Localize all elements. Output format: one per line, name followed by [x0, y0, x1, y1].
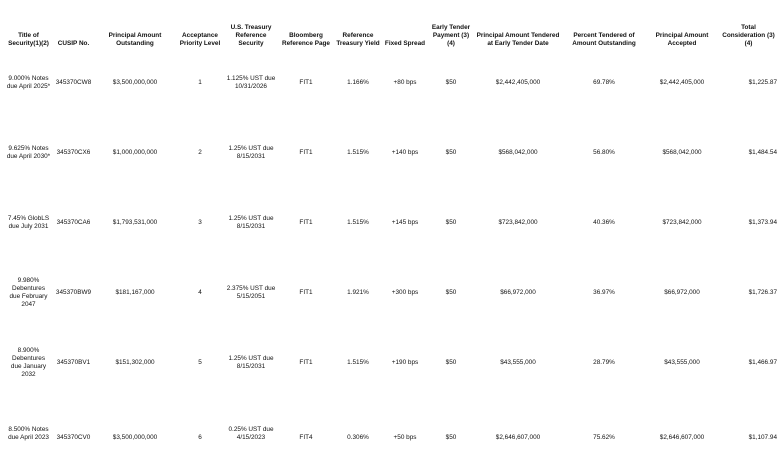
cell-total-consideration: $1,466.97 [748, 358, 777, 366]
cell-title: 8.500% Notes due April 2023 [8, 425, 49, 441]
cell-principal-tendered: $2,646,607,000 [495, 433, 541, 441]
cell-title: 9.980% Debentures due February 2047 [9, 276, 48, 309]
cell-percent-tendered: 56.80% [593, 148, 615, 156]
cell-treasury-reference: 1.25% UST due 8/15/2031 [228, 354, 274, 370]
cell-principal-accepted: $43,555,000 [664, 358, 700, 366]
header-acceptance-priority: Acceptance Priority Level [179, 32, 221, 47]
cell-early-tender-payment: $50 [445, 148, 457, 156]
cell-total-consideration: $1,484.54 [748, 148, 777, 156]
cell-reference-yield: 1.515% [347, 218, 369, 226]
cell-principal-outstanding: $181,167,000 [115, 288, 155, 296]
cell-total-consideration: $1,373.94 [748, 218, 777, 226]
header-fixed-spread: Fixed Spread [384, 40, 426, 47]
cell-early-tender-payment: $50 [445, 218, 457, 226]
table-row [4, 188, 779, 258]
cell-percent-tendered: 28.79% [593, 358, 615, 366]
cell-principal-tendered: $2,442,405,000 [495, 78, 541, 86]
cell-treasury-reference: 1.25% UST due 8/15/2031 [228, 144, 274, 160]
cell-reference-yield: 1.921% [347, 288, 369, 296]
cell-treasury-reference: 2.375% UST due 5/15/2051 [226, 284, 276, 300]
header-total-consideration: Total Consideration (3)(4) [722, 24, 775, 47]
cell-principal-accepted: $2,442,405,000 [659, 78, 705, 86]
cell-cusip: 345370CV0 [56, 433, 91, 441]
header-cusip: CUSIP No. [57, 40, 90, 47]
header-treasury-reference: U.S. Treasury Reference Security [230, 24, 272, 47]
cell-percent-tendered: 69.78% [593, 78, 615, 86]
table-row [4, 258, 779, 328]
cell-early-tender-payment: $50 [445, 433, 457, 441]
header-principal-outstanding: Principal Amount Outstanding [108, 32, 162, 47]
table-row [4, 398, 779, 442]
cell-principal-accepted: $2,646,607,000 [659, 433, 705, 441]
cell-principal-tendered: $723,842,000 [498, 218, 538, 226]
cell-reference-yield: 0.306% [347, 433, 369, 441]
cell-total-consideration: $1,107.94 [748, 433, 777, 441]
cell-fixed-spread: +300 bps [391, 288, 419, 296]
header-reference-yield: Reference Treasury Yield [336, 32, 380, 47]
cell-total-consideration: $1,726.37 [748, 288, 777, 296]
cell-priority: 4 [198, 288, 202, 296]
cell-reference-yield: 1.515% [347, 358, 369, 366]
cell-cusip: 345370CA6 [56, 218, 91, 226]
cell-cusip: 345370CW8 [55, 78, 92, 86]
cell-early-tender-payment: $50 [445, 358, 457, 366]
cell-principal-accepted: $66,972,000 [664, 288, 700, 296]
cell-principal-accepted: $568,042,000 [662, 148, 702, 156]
header-row [4, 8, 779, 48]
header-title-of-security: Title of Security(1)(2) [8, 32, 49, 47]
cell-total-consideration: $1,225.87 [748, 78, 777, 86]
cell-bloomberg-page: FIT4 [299, 433, 313, 441]
cell-principal-accepted: $723,842,000 [662, 218, 702, 226]
cell-title: 9.000% Notes due April 2025* [6, 74, 51, 90]
cell-percent-tendered: 36.97% [593, 288, 615, 296]
cell-fixed-spread: +140 bps [391, 148, 419, 156]
cell-principal-tendered: $43,555,000 [500, 358, 536, 366]
header-bloomberg-page: Bloomberg Reference Page [282, 32, 330, 47]
header-principal-tendered: Principal Amount Tendered at Early Tender Date [476, 32, 560, 47]
cell-cusip: 345370BV1 [56, 358, 91, 366]
cell-priority: 2 [198, 148, 202, 156]
cell-bloomberg-page: FIT1 [299, 218, 313, 226]
cell-principal-outstanding: $3,500,000,000 [112, 433, 158, 441]
cell-principal-outstanding: $1,793,531,000 [112, 218, 158, 226]
cell-percent-tendered: 40.36% [593, 218, 615, 226]
cell-bloomberg-page: FIT1 [299, 358, 313, 366]
cell-principal-outstanding: $1,000,000,000 [112, 148, 158, 156]
cell-early-tender-payment: $50 [445, 288, 457, 296]
cell-principal-tendered: $568,042,000 [498, 148, 538, 156]
cell-bloomberg-page: FIT1 [299, 288, 313, 296]
cell-cusip: 345370CX6 [56, 148, 91, 156]
header-percent-tendered: Percent Tendered of Amount Outstanding [572, 32, 636, 47]
table-row [4, 118, 779, 188]
cell-treasury-reference: 1.25% UST due 8/15/2031 [228, 214, 274, 230]
cell-title: 8.900% Debentures due January 2032 [10, 346, 47, 379]
cell-priority: 6 [198, 433, 202, 441]
table-row [4, 328, 779, 398]
header-early-tender-payment: Early Tender Payment (3)(4) [431, 24, 471, 47]
table-row [4, 48, 779, 118]
cell-cusip: 345370BW9 [55, 288, 92, 296]
cell-title: 9.625% Notes due April 2030* [6, 144, 51, 160]
cell-treasury-reference: 0.25% UST due 4/15/2023 [228, 425, 274, 441]
cell-fixed-spread: +80 bps [393, 78, 417, 86]
cell-fixed-spread: +145 bps [391, 218, 419, 226]
cell-fixed-spread: +190 bps [391, 358, 419, 366]
cell-early-tender-payment: $50 [445, 78, 457, 86]
cell-bloomberg-page: FIT1 [299, 148, 313, 156]
cell-percent-tendered: 75.62% [593, 433, 615, 441]
cell-principal-tendered: $66,972,000 [500, 288, 536, 296]
cell-fixed-spread: +50 bps [393, 433, 417, 441]
cell-bloomberg-page: FIT1 [299, 78, 313, 86]
cell-priority: 5 [198, 358, 202, 366]
cell-title: 7.45% GlobLS due July 2031 [7, 214, 50, 230]
cell-principal-outstanding: $3,500,000,000 [112, 78, 158, 86]
header-principal-accepted: Principal Amount Accepted [655, 32, 709, 47]
cell-reference-yield: 1.166% [347, 78, 369, 86]
cell-reference-yield: 1.515% [347, 148, 369, 156]
cell-principal-outstanding: $151,302,000 [115, 358, 155, 366]
cell-priority: 3 [198, 218, 202, 226]
cell-treasury-reference: 1.125% UST due 10/31/2026 [226, 74, 276, 90]
tender-offer-table [4, 8, 779, 442]
cell-priority: 1 [198, 78, 202, 86]
